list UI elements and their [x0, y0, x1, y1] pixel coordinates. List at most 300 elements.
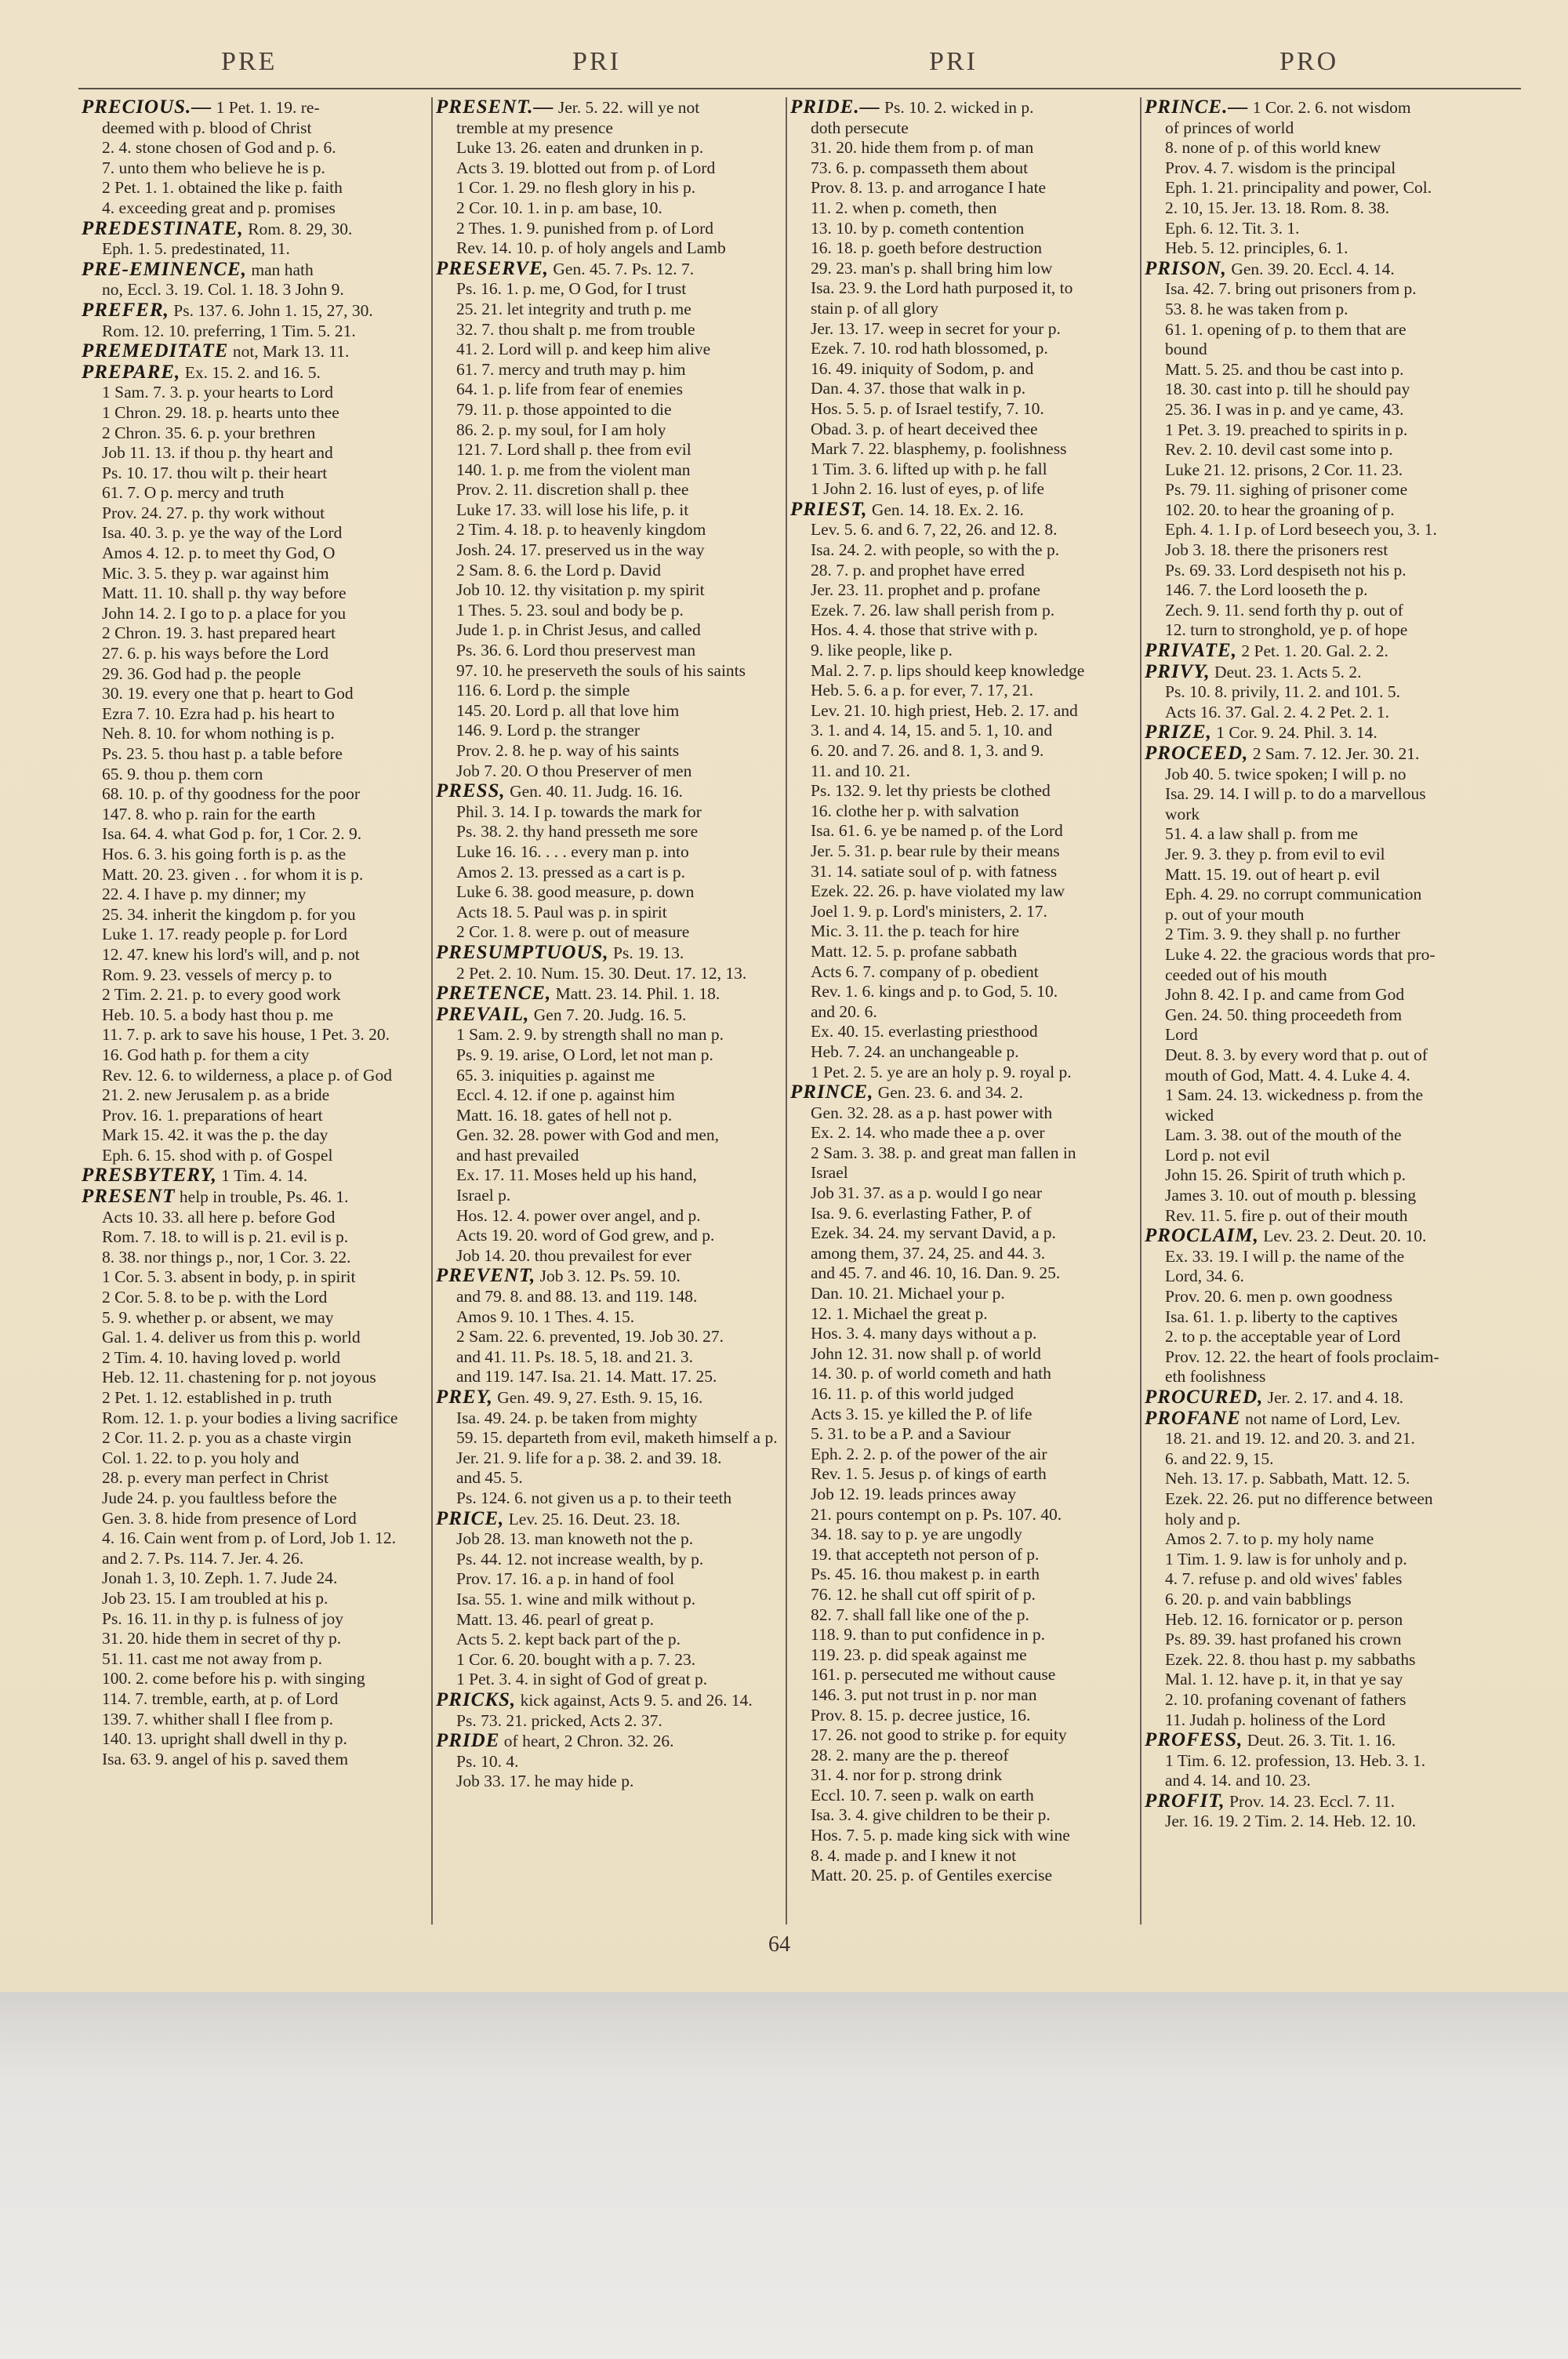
entry-keyword: PROFESS,: [1145, 1730, 1243, 1751]
entry-text: Luke 13. 26. eaten and drunken in p.: [456, 138, 704, 158]
entry-line: [82, 885, 426, 905]
entry-text: 1 Tim. 4. 14.: [221, 1166, 308, 1186]
entry-keyword: PRIDE: [436, 1731, 500, 1752]
entry-line: [436, 1226, 781, 1246]
entry-line: [790, 238, 1135, 259]
entry-line: [82, 403, 426, 423]
entry-heading-line: [436, 983, 781, 1005]
entry-text: Ezek. 7. 26. law shall perish from p.: [811, 600, 1055, 620]
entry-text: Deut. 8. 3. by every word that p. out of: [1165, 1045, 1428, 1064]
entry-text: Ex. 2. 14. who made thee a p. over: [811, 1123, 1045, 1143]
entry-text: Acts 5. 2. kept back part of the p.: [456, 1630, 681, 1649]
entry-line: [82, 523, 426, 543]
entry-line: [1145, 703, 1490, 723]
entry-line: [82, 158, 426, 179]
entry-text: 21. 2. new Jerusalem p. as a bride: [102, 1085, 330, 1105]
entry-text: 2. 4. stone chosen of God and p. 6.: [102, 138, 336, 158]
entry-line: [436, 1569, 781, 1590]
entry-text: 61. 7. mercy and truth may p. him: [456, 359, 686, 379]
entry-text: Ps. 16. 11. in thy p. is fulness of joy: [102, 1608, 343, 1628]
entry-line: [790, 1645, 1135, 1666]
entry-line: [436, 1590, 781, 1610]
entry-line: [1145, 1650, 1490, 1670]
entry-text: mouth of God, Matt. 4. 4. Luke 4. 4.: [1165, 1065, 1410, 1085]
entry-text: 31. 4. nor for p. strong drink: [811, 1765, 1003, 1785]
entry-line: [790, 1464, 1135, 1485]
entry-line: [1145, 1085, 1490, 1106]
entry-line: [436, 1347, 781, 1368]
entry-line: [82, 1066, 426, 1086]
entry-line: [1145, 1206, 1490, 1227]
entry-keyword: PROCLAIM,: [1145, 1226, 1259, 1247]
entry-line: [82, 1388, 426, 1408]
entry-text: stain p. of all glory: [811, 298, 939, 318]
entry-text: 11. 2. when p. cometh, then: [811, 198, 997, 217]
entry-text: and 45. 5.: [456, 1468, 523, 1488]
entry-text: John 15. 26. Spirit of truth which p.: [1165, 1165, 1406, 1185]
entry-text: Mal. 2. 7. p. lips should keep knowledge: [811, 660, 1085, 680]
entry-text: 4. exceeding great and p. promises: [102, 198, 336, 217]
entry-text: Heb. 7. 24. an unchangeable p.: [811, 1041, 1019, 1061]
entry-text: Heb. 12. 11. chastening for p. not joyous: [102, 1368, 376, 1387]
entry-keyword: PREVAIL,: [436, 1004, 530, 1025]
entry-line: [790, 1545, 1135, 1565]
entry-heading-line: [82, 362, 426, 383]
entry-text: Prov. 12. 22. the heart of fools proclaim-: [1165, 1347, 1439, 1366]
entry-text: Gal. 1. 4. deliver us from this p. world: [102, 1328, 361, 1347]
entry-text: 32. 7. thou shalt p. me from trouble: [456, 319, 695, 339]
entry-text: Amos 2. 7. to p. my holy name: [1165, 1529, 1374, 1549]
entry-line: [790, 821, 1135, 841]
entry-text: Ps. 9. 19. arise, O Lord, let not man p.: [456, 1045, 713, 1064]
entry-line: [82, 1227, 426, 1248]
entry-line: [1145, 1771, 1490, 1791]
entry-heading-line: [436, 943, 781, 964]
entry-text: Eccl. 4. 12. if one p. against him: [456, 1085, 675, 1105]
entry-heading-line: [790, 1082, 1135, 1103]
entry-text: Lord p. not evil: [1165, 1145, 1270, 1165]
entry-text: 1 Cor. 2. 6. not wisdom: [1252, 98, 1411, 117]
entry-text: Gen. 39. 20. Eccl. 4. 14.: [1231, 259, 1395, 278]
entry-line: [790, 1846, 1135, 1866]
entry-line: [790, 1344, 1135, 1365]
entry-text: Job 31. 37. as a p. would I go near: [811, 1183, 1042, 1203]
entry-text: Isa. 64. 4. what God p. for, 1 Cor. 2. 9.: [102, 824, 362, 844]
entry-line: [82, 765, 426, 785]
entry-keyword: PRICKS,: [436, 1689, 517, 1710]
entry-text: 65. 9. thou p. them corn: [102, 764, 263, 783]
entry-line: [790, 299, 1135, 319]
entry-text: 11. 7. p. ark to save his house, 1 Pet. 3. 20.: [102, 1025, 390, 1045]
entry-line: [1145, 1529, 1490, 1550]
entry-text: and 45. 7. and 46. 10, 16. Dan. 9. 25.: [811, 1263, 1061, 1283]
entry-line: [790, 1445, 1135, 1465]
entry-text: 12. turn to stronghold, ye p. of hope: [1165, 620, 1408, 640]
entry-text: 21. pours contempt on p. Ps. 107. 40.: [811, 1504, 1062, 1524]
entry-text: Job 40. 5. twice spoken; I will p. no: [1165, 764, 1406, 783]
entry-text: Ex. 15. 2. and 16. 5.: [184, 362, 321, 382]
entry-text: 28. 2. many are the p. thereof: [811, 1745, 1009, 1765]
entry-line: [1145, 765, 1490, 785]
entry-text: Ps. 44. 12. not increase wealth, by p.: [456, 1549, 704, 1568]
entry-text: Lev. 23. 2. Deut. 20. 10.: [1263, 1227, 1427, 1246]
entry-text: 29. 36. God had p. the people: [102, 663, 301, 683]
entry-line: [82, 1125, 426, 1146]
entry-text: Jer. 5. 22. will ye not: [557, 98, 700, 117]
entry-line: [1145, 1247, 1490, 1267]
entry-text: 121. 7. Lord shall p. thee from evil: [456, 440, 691, 460]
entry-line: [1145, 1630, 1490, 1650]
entry-text: Prov. 17. 16. a p. in hand of fool: [456, 1569, 675, 1589]
entry-keyword: PRIVY,: [1145, 661, 1210, 682]
entry-line: [82, 965, 426, 986]
entry-text: kick against, Acts 9. 5. and 26. 14.: [520, 1690, 753, 1710]
entry-text: Acts 3. 19. blotted out from p. of Lord: [456, 158, 716, 177]
entry-line: [436, 360, 781, 380]
entry-text: 2. to p. the acceptable year of Lord: [1165, 1327, 1401, 1347]
entry-text: 2. 10. profaning covenant of fathers: [1165, 1689, 1406, 1709]
entry-keyword: PREPARE,: [82, 362, 181, 383]
entry-line: [1145, 219, 1490, 239]
entry-line: [436, 520, 781, 540]
entry-text: Gen. 23. 6. and 34. 2.: [877, 1083, 1023, 1103]
entry-keyword: PRIEST,: [790, 499, 868, 520]
entry-text: 161. p. persecuted me without cause: [811, 1665, 1056, 1685]
entry-line: [790, 1746, 1135, 1766]
entry-text: 8. 4. made p. and I knew it not: [811, 1845, 1017, 1865]
entry-text: Job 14. 20. thou prevailest for ever: [456, 1245, 691, 1265]
entry-line: [436, 1246, 781, 1267]
running-heads: [0, 47, 1568, 86]
entry-line: [1145, 158, 1490, 179]
entry-text: Ps. 89. 39. hast profaned his crown: [1165, 1630, 1402, 1649]
entry-line: [1145, 1489, 1490, 1510]
entry-line: [436, 1670, 781, 1690]
entry-text: 139. 7. whither shall I flee from p.: [102, 1709, 333, 1728]
entry-text: Isa. 61. 6. ye be named p. of the Lord: [811, 821, 1063, 841]
entry-text: man hath: [251, 260, 314, 279]
entry-heading-line: [82, 260, 426, 281]
entry-line: [82, 704, 426, 725]
entry-keyword: PREFER,: [82, 300, 169, 321]
entry-line: [790, 881, 1135, 902]
entry-text: 1 Pet. 3. 4. in sight of God of great p.: [456, 1670, 708, 1689]
entry-text: Gen 7. 20. Judg. 16. 5.: [533, 1005, 687, 1024]
entry-text: 140. 13. upright shall dwell in thy p.: [102, 1729, 347, 1749]
entry-line: [790, 1826, 1135, 1846]
entry-line: [436, 580, 781, 601]
entry-text: 119. 23. p. did speak against me: [811, 1645, 1027, 1664]
entry-line: [790, 681, 1135, 701]
entry-text: Ps. 23. 5. thou hast p. a table before: [102, 744, 343, 763]
entry-line: [436, 460, 781, 481]
entry-line: [790, 862, 1135, 882]
entry-line: [790, 1364, 1135, 1384]
entry-text: Eph. 2. 2. p. of the power of the air: [811, 1444, 1047, 1463]
entry-text: 41. 2. Lord will p. and keep him alive: [456, 340, 711, 359]
running-head: PRI: [929, 47, 978, 76]
entry-line: [1145, 1347, 1490, 1368]
entry-line: [82, 322, 426, 342]
entry-text: Gen. 40. 11. Judg. 16. 16.: [510, 782, 683, 801]
entry-text: Isa. 9. 6. everlasting Father, P. of: [811, 1203, 1032, 1223]
entry-text: Rev. 1. 6. kings and p. to God, 5. 10.: [811, 982, 1058, 1001]
entry-text: 2 Sam. 22. 6. prevented, 19. Job 30. 27.: [456, 1327, 724, 1347]
entry-text: 1 Sam. 24. 13. wickedness p. from the: [1165, 1085, 1424, 1105]
entry-keyword: PREDESTINATE,: [82, 218, 244, 239]
entry-text: Amos 9. 10. 1 Thes. 4. 15.: [456, 1307, 635, 1326]
entry-line: [790, 601, 1135, 621]
entry-text: Eph. 1. 21. principality and power, Col.: [1165, 178, 1432, 198]
entry-line: [1145, 1106, 1490, 1126]
entry-text: 76. 12. he shall cut off spirit of p.: [811, 1584, 1036, 1604]
entry-text: Luke 17. 33. will lose his life, p. it: [456, 500, 689, 519]
entry-line: [436, 480, 781, 500]
entry-line: [1145, 1367, 1490, 1387]
entry-keyword: PRIZE,: [1145, 722, 1212, 743]
entry-line: [82, 1025, 426, 1045]
entry-line: [1145, 985, 1490, 1005]
entry-heading-line: [82, 1165, 426, 1187]
entry-line: [436, 138, 781, 158]
entry-line: [82, 1085, 426, 1106]
entry-text: among them, 37. 24, 25. and 44. 3.: [811, 1243, 1046, 1263]
entry-text: ceeded out of his mouth: [1165, 965, 1327, 984]
entry-line: [82, 423, 426, 444]
entry-line: [82, 1710, 426, 1730]
entry-text: 51. 4. a law shall p. from me: [1165, 824, 1359, 844]
entry-line: [436, 178, 781, 198]
entry-text: 2 Cor. 1. 8. were p. out of measure: [456, 922, 690, 942]
entry-line: [436, 561, 781, 581]
entry-text: Isa. 3. 4. give children to be their p.: [811, 1805, 1051, 1825]
entry-text: Josh. 24. 17. preserved us in the way: [456, 540, 705, 560]
entry-text: Rom. 12. 10. preferring, 1 Tim. 5. 21.: [102, 321, 356, 340]
entry-line: [1145, 520, 1490, 540]
entry-line: [1145, 580, 1490, 601]
entry-line: [436, 1146, 781, 1166]
entry-line: [1145, 198, 1490, 219]
entry-line: [790, 982, 1135, 1002]
entry-text: Luke 1. 17. ready people p. for Lord: [102, 925, 347, 944]
entry-line: [82, 1750, 426, 1770]
entry-line: [790, 1485, 1135, 1505]
entry-text: Rev. 1. 5. Jesus p. of kings of earth: [811, 1464, 1047, 1484]
entry-line: [436, 1287, 781, 1307]
entry-line: [790, 339, 1135, 359]
entry-text: Isa. 42. 7. bring out prisoners from p.: [1165, 279, 1417, 299]
entry-text: holy and p.: [1165, 1509, 1241, 1528]
entry-text: Israel p.: [456, 1186, 511, 1205]
entry-line: [436, 1488, 781, 1509]
entry-line: [82, 1288, 426, 1308]
entry-text: 114. 7. tremble, earth, at p. of Lord: [102, 1688, 339, 1708]
entry-text: Ps. 124. 6. not given us a p. to their teeth: [456, 1488, 732, 1507]
entry-text: 1 Cor. 1. 29. no flesh glory in his p.: [456, 178, 696, 198]
entry-line: [436, 922, 781, 943]
entry-heading-line: [436, 1266, 781, 1287]
entry-keyword: PRE-EMINENCE,: [82, 259, 247, 280]
entry-heading-line: [1145, 662, 1490, 683]
entry-text: 2 Tim. 4. 18. p. to heavenly kingdom: [456, 520, 706, 540]
entry-text: 4. 16. Cain went from p. of Lord, Job 1. 12.: [102, 1528, 397, 1548]
entry-line: [790, 801, 1135, 822]
entry-line: [790, 561, 1135, 581]
entry-line: [1145, 1469, 1490, 1489]
entry-line: [1145, 1125, 1490, 1146]
entry-line: [436, 1066, 781, 1086]
entry-text: 146. 7. the Lord looseth the p.: [1165, 580, 1368, 600]
entry-line: [790, 1263, 1135, 1284]
entry-line: [790, 1505, 1135, 1525]
entry-text: Ps. 10. 2. wicked in p.: [884, 98, 1034, 117]
entry-line: [82, 1428, 426, 1448]
entry-line: [790, 902, 1135, 922]
entry-text: 1 Thes. 5. 23. soul and body be p.: [456, 600, 684, 620]
entry-text: Neh. 8. 10. for whom nothing is p.: [102, 724, 335, 743]
entry-line: [790, 962, 1135, 983]
entry-keyword: PRESERVE,: [436, 258, 550, 279]
entry-text: Prov. 20. 6. men p. own goodness: [1165, 1287, 1393, 1307]
entry-line: [790, 1143, 1135, 1164]
entry-heading-line: [1145, 259, 1490, 280]
entry-text: Jude 1. p. in Christ Jesus, and called: [456, 620, 701, 640]
entry-text: Isa. 49. 24. p. be taken from mighty: [456, 1408, 698, 1427]
entry-line: [436, 1085, 781, 1106]
entry-text: 1 Pet. 2. 5. ye are an holy p. 9. royal p.: [811, 1062, 1072, 1081]
entry-line: [790, 319, 1135, 340]
entry-line: [790, 1063, 1135, 1083]
entry-text: Ezek. 7. 10. rod hath blossomed, p.: [811, 339, 1048, 358]
entry-text: Isa. 24. 2. with people, so with the p.: [811, 540, 1060, 560]
entry-text: 1 John 2. 16. lust of eyes, p. of life: [811, 479, 1044, 499]
entry-line: [1145, 865, 1490, 885]
entry-text: Hos. 4. 4. those that strive with p.: [811, 620, 1038, 640]
entry-text: Prov. 4. 7. wisdom is the principal: [1165, 158, 1396, 177]
entry-line: [82, 1267, 426, 1288]
entry-heading-line: [436, 1387, 781, 1408]
entry-text: Jer. 2. 17. and 4. 18.: [1267, 1388, 1403, 1407]
entry-line: [1145, 1569, 1490, 1590]
entry-line: [82, 1669, 426, 1689]
entry-text: Ps. 10. 8. privily, 11. 2. and 101. 5.: [1165, 682, 1401, 702]
entry-text: 28. 7. p. and prophet have erred: [811, 560, 1025, 580]
entry-text: Jonah 1. 3, 10. Zeph. 1. 7. Jude 24.: [102, 1568, 338, 1588]
entry-line: [82, 118, 426, 139]
entry-text: 145. 20. Lord p. all that love him: [456, 700, 680, 720]
entry-text: 68. 10. p. of thy goodness for the poor: [102, 784, 361, 804]
entry-text: Job 10. 12. thy visitation p. my spirit: [456, 580, 705, 600]
entry-text: Rom. 8. 29, 30.: [248, 219, 353, 238]
entry-line: [1145, 805, 1490, 825]
entry-line: [1145, 965, 1490, 986]
entry-line: [82, 483, 426, 503]
entry-text: Rev. 12. 6. to wilderness, a place p. of God: [102, 1065, 392, 1085]
entry-line: [436, 1206, 781, 1227]
entry-text: 16. clothe her p. with salvation: [811, 801, 1019, 820]
entry-text: Ps. 137. 6. John 1. 15, 27, 30.: [173, 300, 373, 320]
entry-line: [790, 1304, 1135, 1325]
entry-line: [436, 219, 781, 239]
entry-line: [82, 985, 426, 1005]
entry-text: Eph. 6. 12. Tit. 3. 1.: [1165, 218, 1300, 238]
entry-line: [1145, 925, 1490, 945]
entry-text: 2 Tim. 3. 9. they shall p. no further: [1165, 925, 1400, 944]
entry-line: [1145, 340, 1490, 360]
entry-text: Gen. 14. 18. Ex. 2. 16.: [871, 500, 1024, 519]
entry-line: [1145, 440, 1490, 460]
entry-text: Hos. 12. 4. power over angel, and p.: [456, 1205, 701, 1225]
entry-text: 59. 15. departeth from evil, maketh himself a p.: [456, 1428, 778, 1448]
entry-heading-line: [790, 97, 1135, 118]
entry-line: [82, 1248, 426, 1268]
entry-line: [790, 641, 1135, 661]
entry-text: Heb. 5. 12. principles, 6. 1.: [1165, 238, 1348, 258]
entry-text: Isa. 55. 1. wine and milk without p.: [456, 1589, 696, 1608]
entry-line: [790, 841, 1135, 862]
entry-line: [82, 178, 426, 198]
entry-line: [436, 1045, 781, 1066]
entry-line: [82, 724, 426, 744]
entry-text: Mark 15. 42. it was the p. the day: [102, 1125, 328, 1145]
entry-text: Isa. 23. 9. the Lord hath purposed it, to: [811, 278, 1073, 298]
entry-line: [82, 1729, 426, 1750]
entry-line: [82, 1348, 426, 1369]
entry-heading-line: [1145, 743, 1490, 765]
entry-line: [82, 1589, 426, 1609]
entry-line: [1145, 1590, 1490, 1610]
entry-text: James 3. 10. out of mouth p. blessing: [1165, 1186, 1417, 1205]
entry-text: 2. 10, 15. Jer. 13. 18. Rom. 8. 38.: [1165, 198, 1390, 217]
entry-text: Job 23. 15. I am troubled at his p.: [102, 1588, 328, 1608]
entry-line: [82, 1328, 426, 1348]
entry-line: [436, 1529, 781, 1550]
entry-line: [790, 379, 1135, 399]
entry-line: [790, 1424, 1135, 1445]
entry-line: [82, 1448, 426, 1469]
entry-text: Ps. 69. 33. Lord despiseth not his p.: [1165, 560, 1406, 580]
entry-line: [1145, 561, 1490, 581]
entry-line: [436, 1610, 781, 1630]
entry-text: Ps. 10. 17. thou wilt p. their heart: [102, 463, 328, 482]
entry-keyword: PRIVATE,: [1145, 641, 1237, 662]
entry-line: [436, 1772, 781, 1792]
entry-text: Eph. 6. 15. shod with p. of Gospel: [102, 1145, 333, 1165]
entry-text: 2 Tim. 4. 10. having loved p. world: [102, 1347, 341, 1367]
entry-text: Hos. 7. 5. p. made king sick with wine: [811, 1826, 1070, 1845]
entry-text: 31. 14. satiate soul of p. with fatness: [811, 861, 1058, 881]
entry-line: [1145, 945, 1490, 965]
entry-line: [1145, 500, 1490, 521]
entry-text: Isa. 63. 9. angel of his p. saved them: [102, 1749, 349, 1768]
entry-line: [1145, 1610, 1490, 1630]
entry-line: [82, 1045, 426, 1066]
entry-line: [790, 1183, 1135, 1204]
entry-text: Acts 10. 33. all here p. before God: [102, 1207, 336, 1227]
entry-text: 12. 47. knew his lord's will, and p. not: [102, 944, 360, 964]
entry-line: [436, 741, 781, 761]
entry-line: [436, 198, 781, 219]
entry-text: 64. 1. p. life from fear of enemies: [456, 380, 683, 399]
entry-line: [1145, 601, 1490, 621]
entry-text: Job 12. 19. leads princes away: [811, 1484, 1017, 1503]
entry-line: [1145, 238, 1490, 259]
entry-line: [790, 158, 1135, 179]
entry-line: [1145, 885, 1490, 905]
entry-line: [82, 1005, 426, 1026]
entry-line: [82, 865, 426, 885]
entry-text: 31. 20. hide them from p. of man: [811, 138, 1034, 158]
